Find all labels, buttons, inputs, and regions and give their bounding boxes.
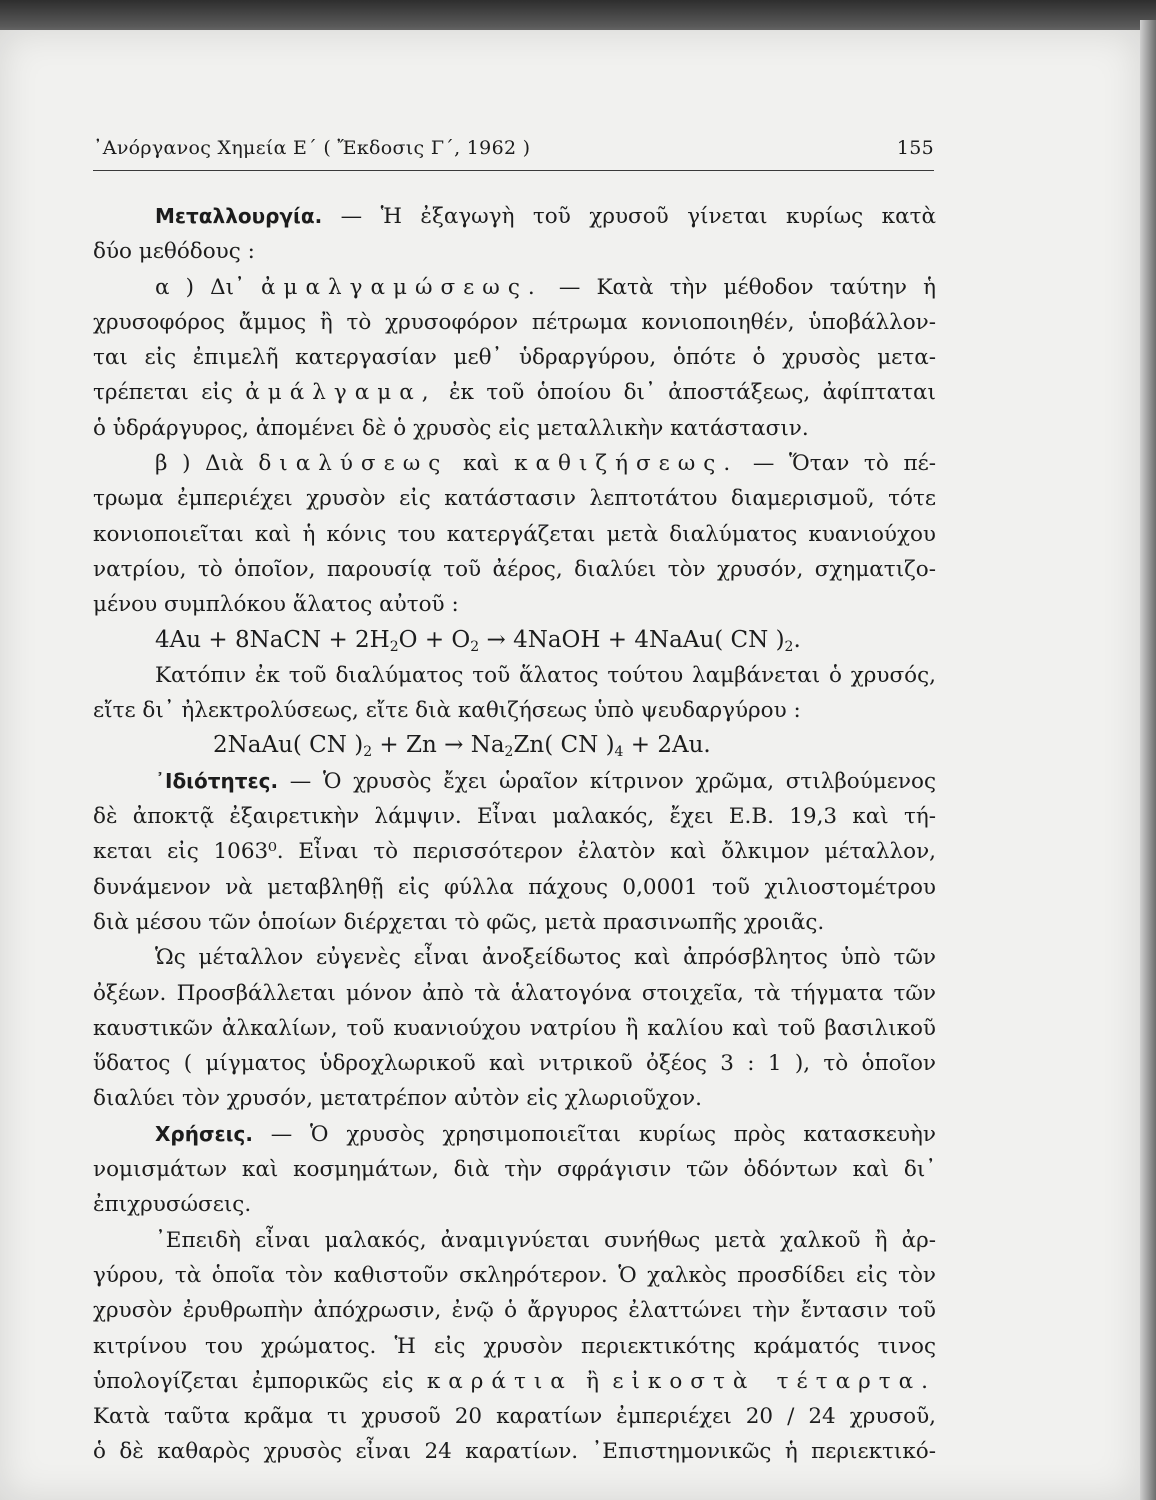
- spaced-term: καράτια: [426, 1368, 573, 1394]
- text-line: γύρου, τὰ ὁποῖα τὸν καθιστοῦν σκληρότερον. Ὁ χαλκὸς προσδίδει εἰς τὸν: [93, 1262, 936, 1288]
- eq-part: O + O: [398, 626, 471, 653]
- eq-subscript: 2: [504, 744, 514, 761]
- text-line: [93, 199, 936, 234]
- text-line: [93, 446, 936, 481]
- text-line: [93, 764, 936, 799]
- text-line: ὁ δὲ καθαρὸς χρυσὸς εἶναι 24 καρατίων. ᾿Επιστημονικῶς ἡ περιεκτικό-: [93, 1439, 936, 1465]
- text-span: — Ὁ χρυσὸς χρησιμοποιεῖται κυρίως πρὸς κατασκευὴν: [270, 1121, 936, 1147]
- text-span: ἢ: [586, 1368, 599, 1394]
- eq-part: 2NaAu( CN ): [213, 732, 364, 759]
- eq-part: .: [793, 626, 801, 653]
- text-line: νομισμάτων καὶ κοσμημάτων, διὰ τὴν σφράγισιν τῶν ὀδόντων καὶ δι᾿: [93, 1157, 936, 1183]
- eq-part: → 4NaOH + 4NaAu( CN ): [479, 626, 785, 653]
- text-line: διαλύει τὸν χρυσόν, μετατρέπον αὐτὸν εἰς χλωριοῦχον.: [93, 1086, 702, 1112]
- text-line: χρυσὸν ἐρυθρωπὴν ἀπόχρωσιν, ἐνῷ ὁ ἄργυρος ἐλαττώνει τὴν ἔντασιν τοῦ: [93, 1298, 936, 1324]
- text-span: — Ἡ ἐξαγωγὴ τοῦ χρυσοῦ γίνεται κυρίως κατὰ: [340, 204, 936, 229]
- text-line: τρωμα ἐμπεριέχει χρυσὸν εἰς κατάστασιν λεπτοτάτου διαμερισμοῦ, τότε: [93, 486, 936, 512]
- spaced-term: καθιζήσεως.: [514, 451, 739, 477]
- spaced-term: ἀμάλγαμα,: [245, 380, 437, 406]
- text-span: καὶ: [463, 451, 500, 477]
- text-line: [93, 1364, 936, 1399]
- text-span: ὑπολογίζεται ἐμπορικῶς εἰς: [93, 1368, 414, 1394]
- text-span: β ) Διὰ: [155, 451, 244, 477]
- spaced-term: εἰκοστὰ τέταρτα.: [612, 1368, 936, 1394]
- equation-zinc: [93, 728, 936, 763]
- text-line: ὁ ὑδράργυρος, ἀπομένει δὲ ὁ χρυσὸς εἰς μεταλλικὴν κατάστασιν.: [93, 415, 809, 441]
- page-number: 155: [896, 137, 934, 159]
- section-heading-properties: ᾿Ιδιότητες.: [155, 768, 279, 793]
- text-line: εἴτε δι᾿ ἠλεκτρολύσεως, εἴτε διὰ καθιζήσεως ὑπὸ ψευδαργύρου :: [93, 698, 801, 724]
- spaced-term: διαλύσεως: [258, 451, 449, 477]
- text-line: κονιοποιεῖται καὶ ἡ κόνις του κατεργάζεται μετὰ διαλύματος κυανιούχου: [93, 521, 936, 547]
- spaced-term: ἀμαλγαμώσεως.: [260, 274, 543, 300]
- text-line: καυστικῶν ἀλκαλίων, τοῦ κυανιούχου νατρίου ἢ καλίου καὶ τοῦ βασιλικοῦ: [93, 1015, 936, 1041]
- text-line: νατρίου, τὸ ὁποῖον, παρουσίᾳ τοῦ ἀέρος, διαλύει τὸν χρυσόν, σχηματιζο-: [93, 556, 936, 582]
- equation-cyanide: [93, 623, 936, 658]
- body-text: [93, 199, 936, 1470]
- eq-subscript: 2: [470, 638, 480, 655]
- text-span: α ) Δι᾿: [155, 274, 245, 300]
- header-rule: [93, 170, 934, 171]
- eq-subscript: 4: [614, 744, 624, 761]
- text-line: δυνάμενον νὰ μεταβληθῇ εἰς φύλλα πάχους 0,0001 τοῦ χιλιοστομέτρου: [93, 874, 936, 900]
- text-line: ὀξέων. Προσβάλλεται μόνον ἀπὸ τὰ ἁλατογόνα στοιχεῖα, τὰ τήγματα τῶν: [93, 980, 936, 1006]
- section-heading-uses: Χρήσεις.: [155, 1121, 253, 1146]
- eq-subscript: 2: [363, 744, 373, 761]
- eq-part: + 2Au.: [623, 732, 711, 759]
- text-line: ται εἰς ἐπιμελῆ κατεργασίαν μεθ᾿ ὑδραργύρου, ὁπότε ὁ χρυσὸς μετα-: [93, 345, 936, 371]
- header-title: ᾿Ανόργανος Χημεία Ε΄ ( Ἔκδοσις Γ΄, 1962 ): [93, 137, 531, 159]
- text-span: τρέπεται εἰς: [93, 380, 233, 406]
- eq-part: Zn( CN ): [513, 732, 615, 759]
- eq-subscript: 2: [784, 638, 794, 655]
- text-line: [93, 1117, 936, 1152]
- eq-part: + Zn → Na: [372, 732, 505, 759]
- text-line: [93, 270, 936, 305]
- text-line: κεται εἰς 1063⁰. Εἶναι τὸ περισσότερον ἐλατὸν καὶ ὄλκιμον μέταλλον,: [93, 839, 936, 865]
- text-line: Ὡς μέταλλον εὐγενὲς εἶναι ἀνοξείδωτος καὶ ἀπρόσβλητος ὑπὸ τῶν: [155, 945, 936, 971]
- section-heading-metallurgy: Μεταλλουργία.: [155, 204, 323, 228]
- text-span: — Ὁ χρυσὸς ἔχει ὡραῖον κίτρινον χρῶμα, στιλβούμενος: [289, 768, 936, 794]
- text-span: ἐκ τοῦ ὁποίου δι᾿ ἀποστάξεως, ἀφίπταται: [449, 380, 936, 406]
- text-span: — Κατὰ τὴν μέθοδον ταύτην ἡ: [558, 274, 936, 300]
- page-edge: [1140, 20, 1156, 1500]
- eq-subscript: 2: [389, 638, 399, 655]
- text-line: ᾿Επειδὴ εἶναι μαλακός, ἀναμιγνύεται συνήθως μετὰ χαλκοῦ ἢ ἀρ-: [155, 1227, 936, 1253]
- text-line: ἐπιχρυσώσεις.: [93, 1192, 252, 1218]
- text-span: — Ὅταν τὸ πέ-: [752, 451, 936, 477]
- text-line: [93, 375, 936, 410]
- text-line: κιτρίνου του χρώματος. Ἡ εἰς χρυσὸν περιεκτικότης κράματός τινος: [93, 1333, 936, 1359]
- text-line: δύο μεθόδους :: [93, 239, 255, 265]
- eq-part: 4Au + 8NaCN + 2H: [155, 626, 390, 653]
- text-line: Κατὰ ταῦτα κρᾶμα τι χρυσοῦ 20 καρατίων ἐμπεριέχει 20 / 24 χρυσοῦ,: [93, 1404, 936, 1430]
- text-line: διὰ μέσου τῶν ὁποίων διέρχεται τὸ φῶς, μετὰ πρασινωπῆς χροιᾶς.: [93, 909, 825, 935]
- text-line: χρυσοφόρος ἄμμος ἢ τὸ χρυσοφόρον πέτρωμα κονιοποιηθέν, ὑποβάλλον-: [93, 309, 936, 335]
- text-line: Κατόπιν ἐκ τοῦ διαλύματος τοῦ ἅλατος τούτου λαμβάνεται ὁ χρυσός,: [155, 662, 936, 688]
- text-line: μένου συμπλόκου ἅλατος αὐτοῦ :: [93, 592, 459, 618]
- text-line: ὕδατος ( μίγματος ὑδροχλωρικοῦ καὶ νιτρικοῦ ὀξέος 3 : 1 ), τὸ ὁποῖον: [93, 1051, 936, 1077]
- text-line: δὲ ἀποκτᾷ ἐξαιρετικὴν λάμψιν. Εἶναι μαλακός, ἔχει Ε.Β. 19,3 καὶ τή-: [93, 804, 936, 830]
